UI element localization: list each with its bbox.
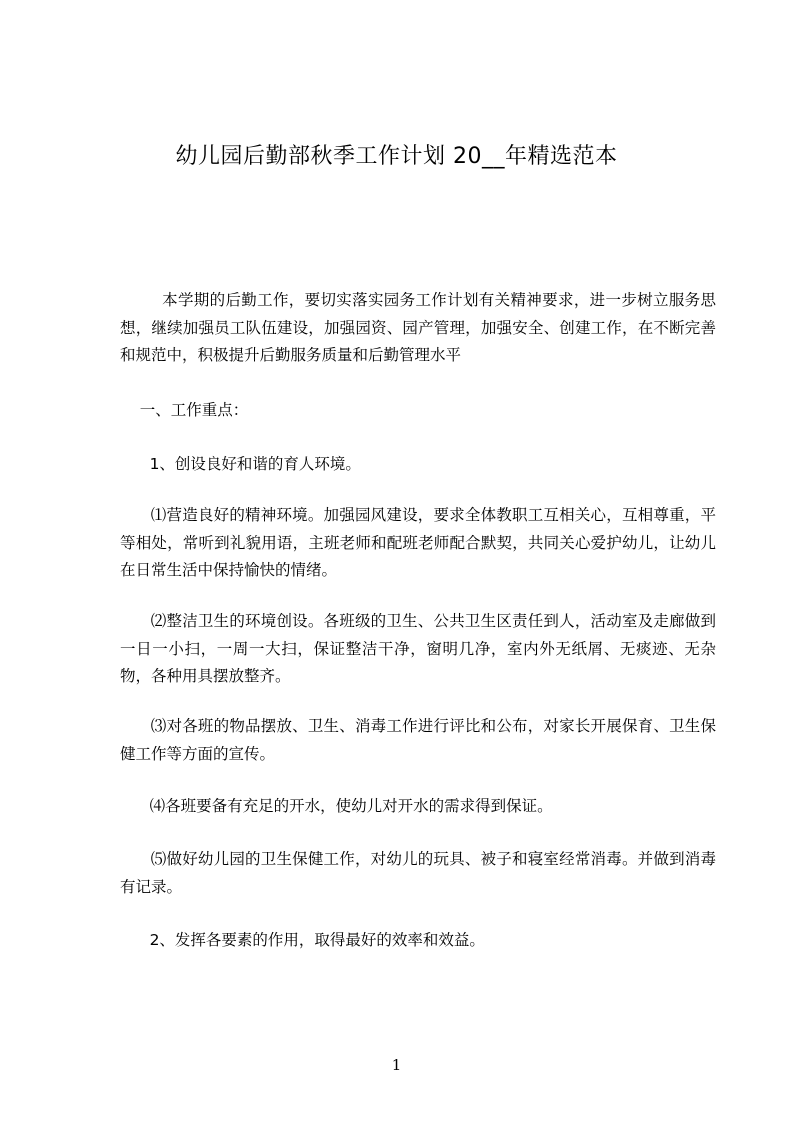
item-2-heading: 2、发挥各要素的作用，取得最好的效率和效益。 <box>120 931 485 949</box>
intro-paragraph: 本学期的后勤工作，要切实落实园务工作计划有关精神要求，进一步树立服务思想，继续加强员工队伍建设，加强园资、园产管理，加强安全、创建工作，在不断完善和规范中，积极提升后勤服务质量和后勤管理水平 <box>120 291 716 364</box>
document-title: 幼儿园后勤部秋季工作计划 20__年精选范本 <box>175 144 618 169</box>
page-number: 1 <box>391 1056 402 1074</box>
sub-item-3-paragraph: ⑶对各班的物品摆放、卫生、消毒工作进行评比和公布，对家长开展保育、卫生保健工作等方面的宣传。 <box>120 717 716 763</box>
item-1-heading: 1、创设良好和谐的育人环境。 <box>120 455 361 473</box>
sub-item-4-paragraph: ⑷各班要备有充足的开水，使幼儿对开水的需求得到保证。 <box>120 797 553 815</box>
section-heading-work-focus: 一、工作重点： <box>120 401 249 419</box>
sub-item-1-paragraph: ⑴营造良好的精神环境。加强园风建设，要求全体教职工互相关心，互相尊重，平等相处，常听到礼貌用语，主班老师和配班老师配合默契，共同关心爱护幼儿，让幼儿在日常生活中保持愉快的情绪。 <box>120 506 716 579</box>
sub-item-2-paragraph: ⑵整洁卫生的环境创设。各班级的卫生、公共卫生区责任到人，活动室及走廊做到一日一小扫，一周一大扫，保证整洁干净，窗明几净，室内外无纸屑、无痰迹、无杂物，各种用具摆放整齐。 <box>120 612 716 685</box>
sub-item-5-paragraph: ⑸做好幼儿园的卫生保健工作，对幼儿的玩具、被子和寝室经常消毒。并做到消毒有记录。 <box>120 850 716 896</box>
